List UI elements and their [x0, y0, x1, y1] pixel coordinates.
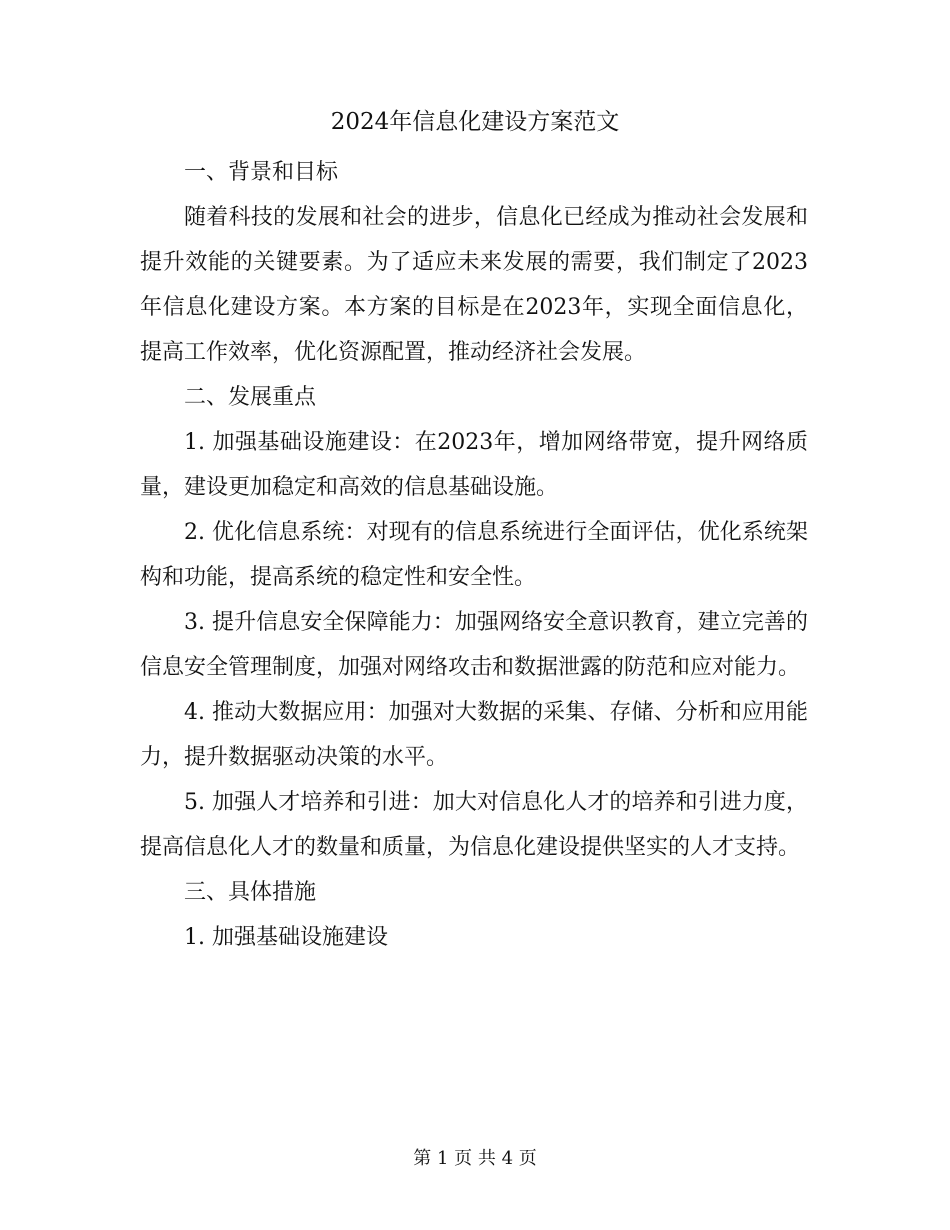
section-heading-focus: 二、发展重点: [184, 385, 317, 410]
list-item-infrastructure: 1. 加强基础设施建设：在2023年，增加网络带宽，提升网络质量，建设更加稳定和高效的信息基础设施。: [140, 430, 808, 500]
section-heading-measures: 三、具体措施: [184, 880, 317, 905]
list-item-talent: 5. 加强人才培养和引进：加大对信息化人才的培养和引进力度，提高信息化人才的数量和质量，为信息化建设提供坚实的人才支持。: [140, 790, 808, 860]
section-heading-background: 一、背景和目标: [184, 160, 339, 185]
list-item-security: 3. 提升信息安全保障能力：加强网络安全意识教育，建立完善的信息安全管理制度，加强对网络攻击和数据泄露的防范和应对能力。: [140, 610, 808, 680]
list-item-measure-infrastructure: 1. 加强基础设施建设: [184, 925, 388, 950]
document-body: [140, 150, 808, 960]
document-title: 2024年信息化建设方案范文: [330, 109, 620, 135]
list-item-big-data: 4. 推动大数据应用：加强对大数据的采集、存储、分析和应用能力，提升数据驱动决策的水平。: [140, 700, 808, 770]
list-item-information-systems: 2. 优化信息系统：对现有的信息系统进行全面评估，优化系统架构和功能，提高系统的稳定性和安全性。: [140, 520, 808, 590]
paragraph-background: 随着科技的发展和社会的进步，信息化已经成为推动社会发展和提升效能的关键要素。为了适应未来发展的需要，我们制定了2023年信息化建设方案。本方案的目标是在2023年，实现全面信息化，提高工作效率，优化资源配置，推动经济社会发展。: [140, 205, 808, 365]
page-footer: 第 1 页 共 4 页: [413, 1148, 537, 1169]
